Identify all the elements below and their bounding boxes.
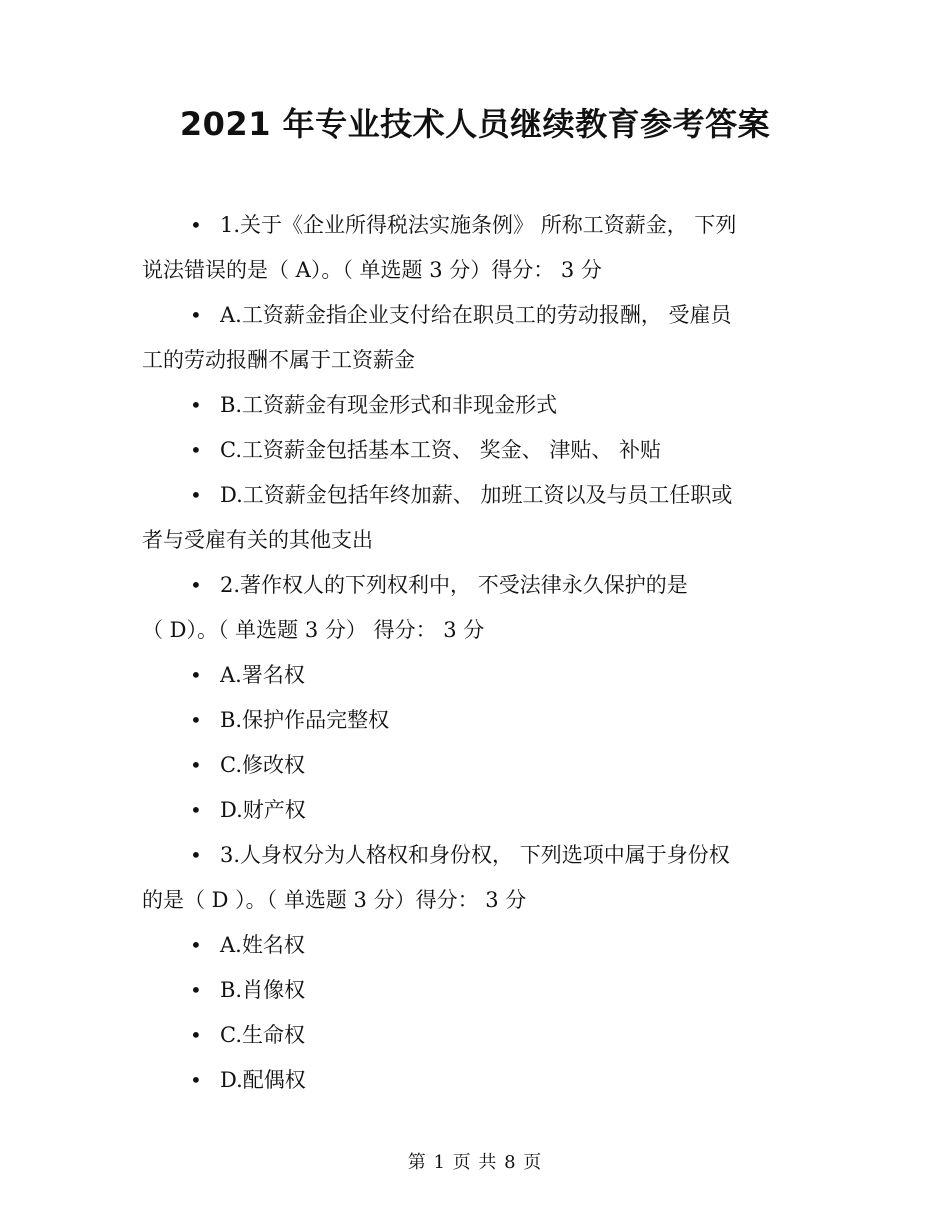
document-title: 2021 年专业技术人员继续教育参考答案 <box>179 105 771 143</box>
question-text-continued: 说法错误的是（ A）。（ 单选题 3 分）得分： 3 分 <box>142 258 602 282</box>
option-text: B.保护作品完整权 <box>220 708 390 732</box>
bullet-icon: • <box>190 438 202 462</box>
bullet-icon: • <box>190 393 202 417</box>
question-text-continued: （ D）。（ 单选题 3 分） 得分： 3 分 <box>142 618 485 642</box>
option-b <box>142 698 807 743</box>
bullet-icon: • <box>190 933 202 957</box>
option-text: C.生命权 <box>220 1023 305 1047</box>
option-text: A.工资薪金指企业支付给在职员工的劳动报酬， 受雇员 <box>220 303 732 327</box>
option-a <box>142 923 807 968</box>
question-3 <box>142 833 807 923</box>
option-text: D.工资薪金包括年终加薪、 加班工资以及与员工任职或 <box>220 483 733 507</box>
option-c <box>142 428 807 473</box>
option-d <box>142 788 807 833</box>
bullet-icon: • <box>190 213 202 237</box>
bullet-icon: • <box>190 978 202 1002</box>
option-text: C.工资薪金包括基本工资、 奖金、 津贴、 补贴 <box>220 438 662 462</box>
option-text-continued: 者与受雇有关的其他支出 <box>142 528 373 552</box>
bullet-icon: • <box>190 1023 202 1047</box>
option-b <box>142 968 807 1013</box>
option-text: C.修改权 <box>220 753 305 777</box>
bullet-icon: • <box>190 483 202 507</box>
bullet-icon: • <box>190 708 202 732</box>
bullet-icon: • <box>190 663 202 687</box>
option-a <box>142 293 807 383</box>
option-c <box>142 1013 807 1058</box>
question-text: 2.著作权人的下列权利中， 不受法律永久保护的是 <box>220 573 688 597</box>
question-text: 3.人身权分为人格权和身份权， 下列选项中属于身份权 <box>220 843 730 867</box>
option-d <box>142 473 807 563</box>
option-text: B.工资薪金有现金形式和非现金形式 <box>220 393 558 417</box>
question-2 <box>142 563 807 653</box>
bullet-icon: • <box>190 753 202 777</box>
option-text: A.署名权 <box>220 663 305 687</box>
option-text-continued: 工的劳动报酬不属于工资薪金 <box>142 348 415 372</box>
option-text: D.配偶权 <box>220 1068 306 1092</box>
question-1 <box>142 203 807 293</box>
question-text-continued: 的是（ D ）。（ 单选题 3 分）得分： 3 分 <box>142 888 527 912</box>
bullet-icon: • <box>190 843 202 867</box>
document-body <box>142 203 807 1103</box>
option-text: B.肖像权 <box>220 978 306 1002</box>
option-text: A.姓名权 <box>220 933 305 957</box>
bullet-icon: • <box>190 573 202 597</box>
option-a <box>142 653 807 698</box>
bullet-icon: • <box>190 303 202 327</box>
option-d <box>142 1058 807 1103</box>
option-b <box>142 383 807 428</box>
question-text: 1.关于《企业所得税法实施条例》 所称工资薪金， 下列 <box>220 213 737 237</box>
bullet-icon: • <box>190 1068 202 1092</box>
option-c <box>142 743 807 788</box>
option-text: D.财产权 <box>220 798 306 822</box>
bullet-icon: • <box>190 798 202 822</box>
page-footer: 第 1 页 共 8 页 <box>407 1152 543 1173</box>
